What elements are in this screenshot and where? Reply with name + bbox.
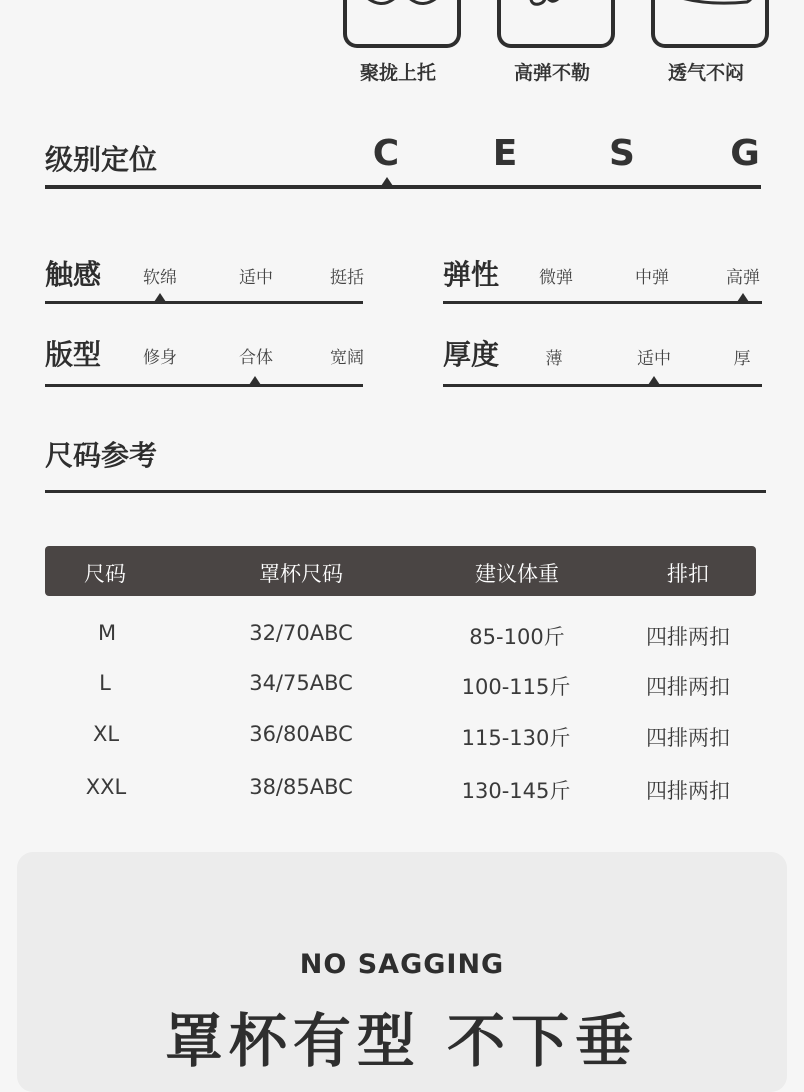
thickness-rule	[443, 384, 762, 387]
breathable-icon	[651, 0, 769, 48]
banner-subtitle: NO SAGGING	[299, 949, 505, 980]
grade-title: 级别定位	[45, 143, 158, 176]
table-cell: 四排两扣	[646, 675, 730, 699]
elasticity-title: 弹性	[443, 258, 500, 291]
lift-support-icon	[343, 0, 461, 48]
touch-marker	[154, 293, 166, 302]
table-cell: 四排两扣	[646, 726, 730, 750]
grade-letter-e: E	[492, 133, 518, 174]
feature-label: 聚拢上托	[359, 62, 436, 84]
fit-option: 修身	[143, 348, 177, 368]
size-ref-title: 尺码参考	[45, 439, 158, 472]
table-header-cell: 排扣	[667, 562, 709, 586]
elasticity-option: 高弹	[726, 268, 760, 288]
fit-option: 宽阔	[330, 348, 364, 368]
thickness-option: 薄	[545, 349, 563, 369]
table-cell: 85-100斤	[469, 625, 565, 649]
table-cell: XXL	[85, 775, 127, 799]
grade-letter-s: S	[609, 133, 635, 174]
grade-rule	[45, 185, 761, 189]
table-cell: XL	[92, 722, 120, 746]
thickness-title: 厚度	[443, 338, 500, 371]
thickness-marker	[648, 376, 660, 385]
table-cell: M	[97, 621, 117, 645]
elasticity-option: 中弹	[635, 268, 669, 288]
table-cell: 100-115斤	[461, 675, 571, 699]
grade-letter-c: C	[372, 133, 400, 174]
touch-option: 挺括	[330, 268, 364, 288]
fit-marker	[249, 376, 261, 385]
touch-rule	[45, 301, 363, 304]
table-cell: 四排两扣	[646, 625, 730, 649]
touch-title: 触感	[45, 258, 102, 291]
table-header	[45, 546, 756, 596]
banner-headline: 罩杯有型 不下垂	[164, 1007, 640, 1075]
high-elastic-icon	[497, 0, 615, 48]
fit-title: 版型	[45, 338, 102, 371]
table-cell: L	[99, 671, 111, 695]
fit-option: 合体	[239, 348, 273, 368]
touch-option: 适中	[239, 268, 273, 288]
no-sagging-card	[17, 852, 787, 1092]
elasticity-option: 微弹	[539, 268, 573, 288]
elasticity-marker	[737, 293, 749, 302]
thickness-option: 适中	[637, 349, 671, 369]
table-cell: 32/70ABC	[249, 621, 353, 645]
table-header-cell: 罩杯尺码	[259, 562, 343, 586]
table-header-cell: 尺码	[84, 562, 126, 586]
feature-label: 高弹不勒	[513, 62, 590, 84]
grade-marker	[381, 177, 393, 186]
table-cell: 130-145斤	[461, 779, 571, 803]
feature-label: 透气不闷	[667, 62, 744, 84]
elasticity-rule	[443, 301, 762, 304]
table-cell: 四排两扣	[646, 779, 730, 803]
table-cell: 115-130斤	[461, 726, 571, 750]
grade-letter-g: G	[730, 133, 760, 174]
table-cell: 38/85ABC	[249, 775, 353, 799]
thickness-option: 厚	[733, 349, 751, 369]
touch-option: 软绵	[143, 268, 177, 288]
table-cell: 36/80ABC	[249, 722, 353, 746]
table-cell: 34/75ABC	[249, 671, 353, 695]
table-header-cell: 建议体重	[475, 562, 559, 586]
size-ref-rule	[45, 490, 766, 493]
fit-rule	[45, 384, 363, 387]
